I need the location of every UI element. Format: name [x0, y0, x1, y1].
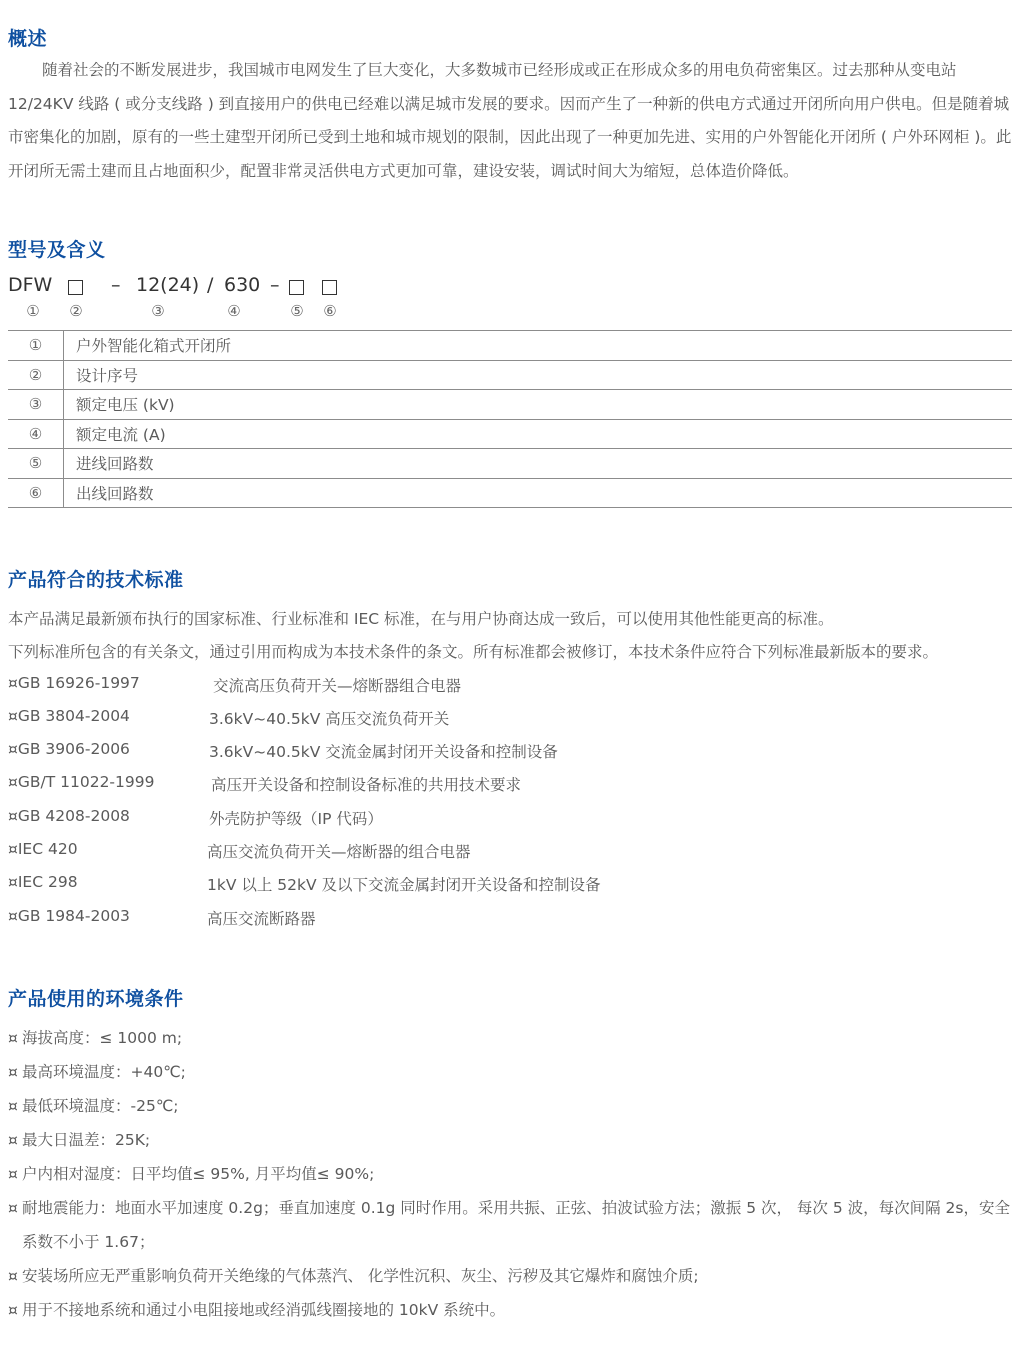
list-item [8, 1123, 1014, 1157]
condition-text: 户内相对湿度：日平均值≤ 95%, 月平均值≤ 90%; [22, 1165, 375, 1183]
condition-text: 最高环境温度：+40℃; [22, 1063, 186, 1081]
standards-intro: 下列标准所包含的有关条文，通过引用而构成为本技术条件的条文。所有标准都会被修订，本技术条件应符合下列标准最新版本的要求。 [8, 643, 939, 661]
overview-paragraph: 随着社会的不断发展进步，我国城市电网发生了巨大变化，大多数城市已经形成或正在形成众多的用电负荷密集区。过去那种从变电站 12/24KV 线路 ( 或分支线路 ) 到直接用户的供电已经难以满足城市发展的要求。因而产生了一种新的供电方式通过开闭所向用户供电。但是随着城市密集化的加剧，原有的一些土建型开闭所已受到土地和城市规划的限制，因此出现了一种更加先进、实用的户外智能化开闭所 ( 户外环网柜 )。此开闭所无需土建而且占地面积少，配置非常灵活供电方式更加可靠，建设安装，调试时间大为缩短，总体造价降低。 [8, 61, 1012, 180]
environment-heading: 产品使用的环境条件 [8, 988, 184, 1010]
table-row [8, 419, 1012, 449]
model-code-prefix: DFW [8, 274, 53, 296]
standard-name: 外壳防护等级（IP 代码） [209, 810, 383, 828]
row-number: ⑥ [8, 478, 64, 508]
standard-code: ¤GB 3906-2006 [8, 740, 130, 758]
standard-code: ¤IEC 420 [8, 840, 78, 858]
model-meaning-table [8, 330, 1012, 508]
row-description: 进线回路数 [64, 449, 1013, 479]
model-code-box-design [68, 280, 83, 295]
model-code-box-outgoing [322, 280, 337, 295]
bullet-icon: ¤ [8, 1267, 18, 1285]
bullet-icon: ¤ [8, 1165, 18, 1183]
marker: ⑥ [323, 302, 337, 320]
standards-heading: 产品符合的技术标准 [8, 569, 184, 591]
table-row [8, 331, 1012, 361]
marker: ③ [151, 302, 165, 320]
model-heading: 型号及含义 [8, 239, 106, 261]
standard-code: ¤IEC 298 [8, 873, 78, 891]
bullet-icon: ¤ [8, 1029, 18, 1047]
table-row [8, 478, 1012, 508]
list-item [8, 1055, 1014, 1089]
row-description: 设计序号 [64, 360, 1013, 390]
table-row [8, 390, 1012, 420]
condition-text: 安装场所应无严重影响负荷开关绝缘的气体蒸汽、 化学性沉积、灰尘、污秽及其它爆炸和腐蚀介质; [22, 1267, 699, 1285]
standard-name: 交流高压负荷开关—熔断器组合电器 [213, 677, 462, 695]
model-code-voltage: 12(24) [136, 274, 200, 296]
row-number: ① [8, 331, 64, 361]
list-item [8, 1089, 1014, 1123]
marker: ② [69, 302, 83, 320]
marker: ⑤ [290, 302, 304, 320]
model-code-current: 630 [224, 274, 261, 296]
marker: ④ [227, 302, 241, 320]
condition-text: 海拔高度：≤ 1000 m; [22, 1029, 183, 1047]
row-description: 出线回路数 [64, 478, 1013, 508]
standard-code: ¤GB 3804-2004 [8, 707, 130, 725]
row-number: ② [8, 360, 64, 390]
condition-text: 用于不接地系统和通过小电阻接地或经消弧线圈接地的 10kV 系统中。 [22, 1301, 506, 1319]
standard-name: 高压交流负荷开关—熔断器的组合电器 [207, 843, 471, 861]
bullet-icon: ¤ [8, 1063, 18, 1081]
bullet-icon: ¤ [8, 1097, 18, 1115]
bullet-icon: ¤ [8, 1131, 18, 1149]
standard-name: 高压交流断路器 [207, 910, 316, 928]
standard-code: ¤GB 16926-1997 [8, 674, 140, 692]
row-number: ⑤ [8, 449, 64, 479]
row-number: ④ [8, 419, 64, 449]
list-item [8, 1157, 1014, 1191]
bullet-icon: ¤ [8, 1199, 18, 1217]
standard-code: ¤GB/T 11022-1999 [8, 773, 155, 791]
condition-text: 最大日温差：25K; [22, 1131, 151, 1149]
marker: ① [26, 302, 40, 320]
table-row [8, 360, 1012, 390]
standard-code: ¤GB 1984-2003 [8, 907, 130, 925]
model-code-box-incoming [289, 280, 304, 295]
standard-code: ¤GB 4208-2008 [8, 807, 130, 825]
standard-name: 3.6kV~40.5kV 交流金属封闭开关设备和控制设备 [209, 743, 558, 761]
condition-text: 最低环境温度：-25℃; [22, 1097, 179, 1115]
standard-name: 1kV 以上 52kV 及以下交流金属封闭开关设备和控制设备 [207, 876, 601, 894]
row-description: 额定电压 (kV) [64, 390, 1013, 420]
model-code-slash: / [207, 274, 214, 296]
model-code-dash: – [111, 274, 121, 296]
table-row [8, 449, 1012, 479]
standard-name: 3.6kV~40.5kV 高压交流负荷开关 [209, 710, 450, 728]
list-item [8, 1021, 1014, 1055]
standards-intro: 本产品满足最新颁布执行的国家标准、行业标准和 IEC 标准，在与用户协商达成一致后，可以使用其他性能更高的标准。 [8, 610, 834, 628]
condition-text: 耐地震能力：地面水平加速度 0.2g；垂直加速度 0.1g 同时作用。采用共振、正弦、拍波试验方法；激振 5 次， 每次 5 波，每次间隔 2s，安全系数不小于 1.67； [22, 1199, 1010, 1251]
list-item [8, 1191, 1014, 1259]
bullet-icon: ¤ [8, 1301, 18, 1319]
row-description: 额定电流 (A) [64, 419, 1013, 449]
environment-list [8, 1021, 1014, 1327]
list-item [8, 1259, 1014, 1293]
list-item [8, 1293, 1014, 1327]
overview-heading: 概述 [8, 28, 48, 50]
row-number: ③ [8, 390, 64, 420]
standard-name: 高压开关设备和控制设备标准的共用技术要求 [211, 776, 522, 794]
row-description: 户外智能化箱式开闭所 [64, 331, 1013, 361]
model-code-dash: – [270, 274, 280, 296]
